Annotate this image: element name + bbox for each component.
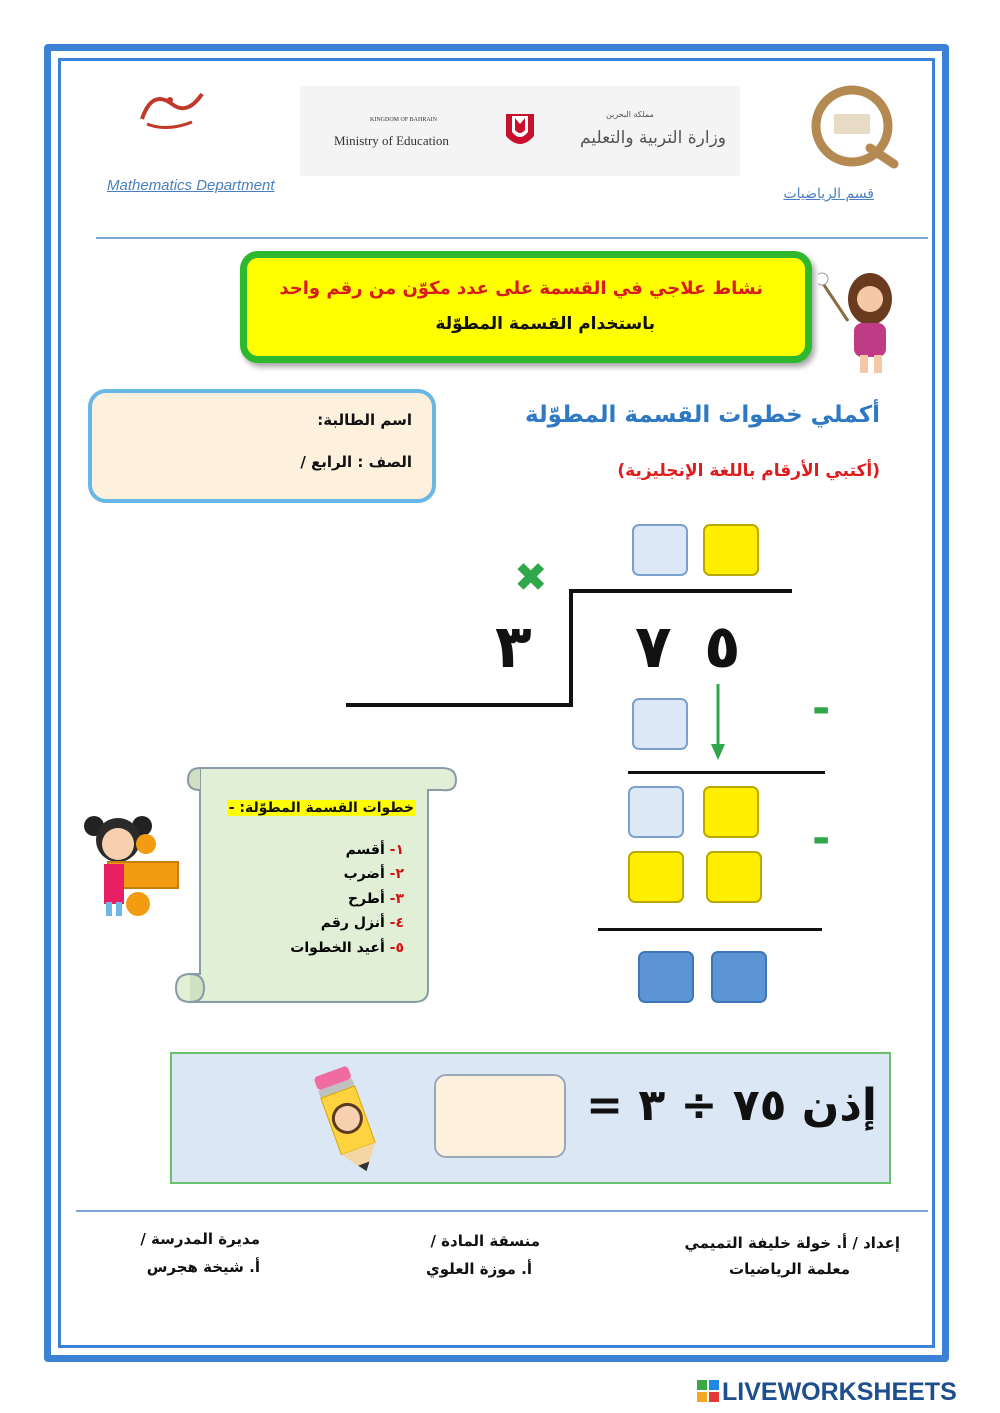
principal-label: مديرة المدرسة /	[140, 1230, 260, 1248]
steps-scroll	[170, 758, 460, 1006]
answer-input-box[interactable]	[434, 1074, 566, 1158]
steps-title: خطوات القسمة المطوّلة: -	[228, 800, 414, 816]
header-divider	[96, 237, 928, 239]
student-name-label: اسم الطالبة:	[317, 411, 412, 429]
step-text: أضرب	[343, 866, 385, 882]
bahrain-emblem-icon	[502, 110, 538, 154]
minus-sign-1: -	[812, 683, 831, 734]
pencil-girl-illustration	[312, 1062, 386, 1178]
division-bracket	[569, 589, 573, 707]
activity-banner	[240, 251, 812, 363]
dept-name-en: Mathematics Department	[107, 177, 275, 194]
principal-name: أ. شيخة هجرس	[146, 1258, 260, 1276]
step-item	[348, 891, 404, 907]
division-bar-bottom	[346, 703, 573, 707]
quality-logo	[804, 84, 904, 170]
footer-divider	[76, 1210, 928, 1212]
subtraction-line-1	[628, 771, 825, 774]
ministry-name-ar: وزارة التربية والتعليم	[580, 128, 726, 148]
step-number: ٥-	[389, 940, 404, 956]
banner-title-line1: نشاط علاجي في القسمة على عدد مكوّن من رقم واحد	[279, 278, 763, 299]
bring-down-arrow-icon	[708, 684, 728, 762]
girl-division-illustration	[80, 808, 180, 922]
ministry-name-en: Ministry of Education	[334, 133, 449, 148]
dividend-ones-digit: ٥	[704, 612, 741, 682]
product2-tens-box[interactable]	[628, 851, 684, 903]
answer-panel	[170, 1052, 891, 1184]
prepared-by-role: معلمة الرياضيات	[729, 1260, 850, 1278]
step-number: ٤-	[389, 915, 404, 931]
final-remainder-ones-box[interactable]	[711, 951, 767, 1003]
product-tens-box[interactable]	[632, 698, 688, 750]
teacher-illustration	[818, 265, 902, 377]
step-item	[290, 940, 404, 956]
step-number: ٢-	[389, 866, 404, 882]
division-bar-top	[570, 589, 792, 593]
coordinator-label: منسقة المادة /	[430, 1232, 540, 1250]
instructions-title: أكملي خطوات القسمة المطوّلة	[525, 402, 880, 428]
ministry-name-small-en: KINGDOM OF BAHRAIN	[370, 117, 438, 123]
minus-sign-2: -	[812, 813, 831, 864]
subtraction-line-2	[598, 928, 822, 931]
answer-equation: إذن ٧٥ ÷ ٣ =	[586, 1080, 877, 1131]
step-number: ٣-	[389, 891, 404, 907]
quotient-tens-box[interactable]	[632, 524, 688, 576]
step-text: أنزل رقم	[320, 915, 385, 931]
quotient-ones-box[interactable]	[703, 524, 759, 576]
remainder-tens-box[interactable]	[628, 786, 684, 838]
wrong-mark-icon: ✖	[514, 555, 548, 601]
prepared-by-label: إعداد / أ. خولة خليفة التميمي	[684, 1234, 900, 1252]
liveworksheets-watermark: LIVEWORKSHEETS	[722, 1378, 957, 1406]
step-item	[346, 842, 404, 858]
step-text: أعيد الخطوات	[290, 940, 385, 956]
ministry-name-small-ar: مملكة البحرين	[606, 110, 654, 119]
product2-ones-box[interactable]	[706, 851, 762, 903]
coordinator-name: أ. موزة العلوي	[426, 1260, 532, 1278]
student-info-box	[88, 389, 436, 503]
divisor-digit: ٣	[495, 612, 532, 682]
school-logo-left	[132, 84, 212, 134]
step-number: ١-	[389, 842, 404, 858]
remainder-ones-box[interactable]	[703, 786, 759, 838]
student-class-label: الصف : الرابع /	[300, 453, 412, 471]
step-item	[321, 915, 404, 931]
step-text: أقسم	[345, 842, 385, 858]
liveworksheets-logo-icon	[697, 1380, 719, 1402]
banner-title-line2: باستخدام القسمة المطوّلة	[435, 314, 655, 334]
dividend-tens-digit: ٧	[635, 612, 672, 682]
step-text: أطرح	[347, 891, 385, 907]
final-remainder-tens-box[interactable]	[638, 951, 694, 1003]
dept-name-ar: قسم الرياضيات	[783, 186, 874, 202]
instructions-subtitle: (أكتبي الأرقام باللغة الإنجليزية)	[617, 461, 880, 481]
step-item	[344, 866, 404, 882]
